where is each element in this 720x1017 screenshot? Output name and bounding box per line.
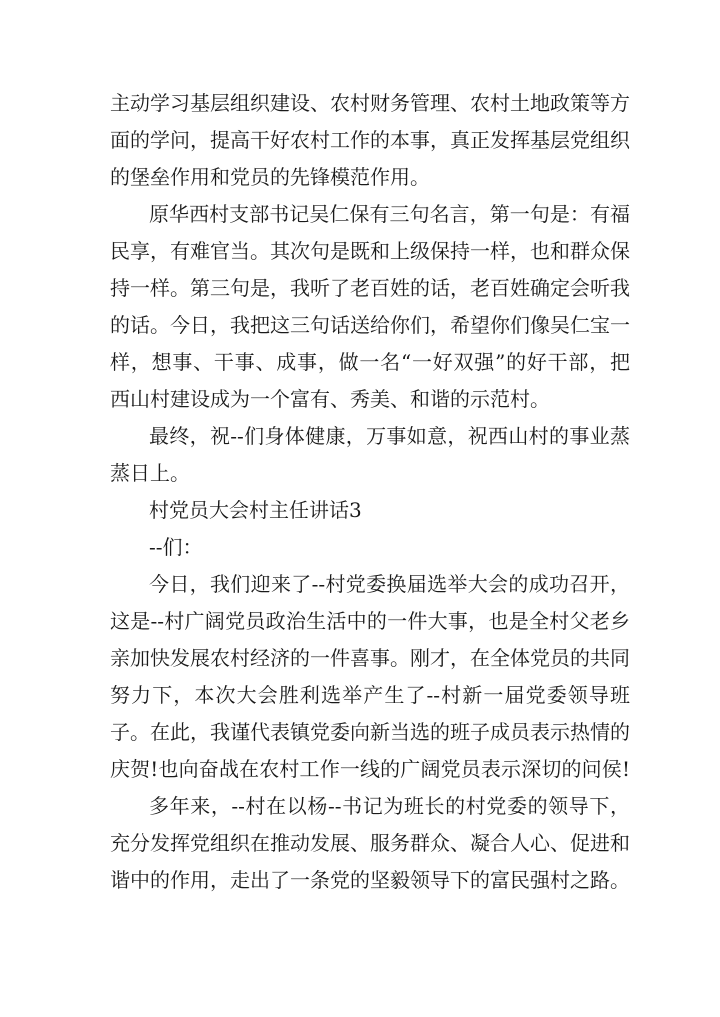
- text-line: 亲加快发展农村经济的一件喜事。刚才，在全体党员的共同: [110, 646, 630, 670]
- text-line: 这是--村广阔党员政治生活中的一件大事，也是全村父老乡: [110, 609, 630, 633]
- document-body: [110, 85, 630, 899]
- paragraph-start-line: 最终，祝--们身体健康，万事如意，祝西山村的事业蒸: [149, 424, 630, 448]
- text-line: 充分发挥党组织在推动发展、服务群众、凝合人心、促进和: [110, 831, 630, 855]
- text-line: 谐中的作用，走出了一条党的坚毅领导下的富民强村之路。: [110, 868, 630, 892]
- paragraph-start-line: 多年来，--村在以杨--书记为班长的村党委的领导下，: [149, 794, 630, 818]
- text-line: 民享，有难官当。其次句是既和上级保持一样，也和群众保: [110, 239, 630, 263]
- text-line: 持一样。第三句是，我听了老百姓的话，老百姓确定会听我: [110, 276, 630, 300]
- text-line: 的话。今日，我把这三句话送给你们，希望你们像吴仁宝一: [110, 313, 630, 337]
- text-line: 面的学问，提高干好农村工作的本事，真正发挥基层党组织: [110, 128, 630, 152]
- section-heading: 村党员大会村主任讲话3: [149, 498, 362, 522]
- text-line: 庆贺!也向奋战在农村工作一线的广阔党员表示深切的问侯!: [110, 757, 630, 781]
- text-line: 样，想事、干事、成事，做一名“一好双强”的好干部，把: [110, 350, 630, 374]
- text-line: 的堡垒作用和党员的先锋模范作用。: [110, 165, 430, 189]
- text-line: 子。在此，我谨代表镇党委向新当选的班子成员表示热情的: [110, 720, 630, 744]
- text-line: 主动学习基层组织建设、农村财务管理、农村土地政策等方: [110, 91, 630, 115]
- text-line: 努力下，本次大会胜利选举产生了--村新一届党委领导班: [110, 683, 630, 707]
- salutation: --们：: [149, 535, 203, 559]
- text-line: 蒸日上。: [110, 461, 190, 485]
- paragraph-start-line: 今日，我们迎来了--村党委换届选举大会的成功召开，: [149, 572, 630, 596]
- text-line: 西山村建设成为一个富有、秀美、和谐的示范村。: [110, 387, 550, 411]
- paragraph-start-line: 原华西村支部书记吴仁保有三句名言，第一句是：有福: [149, 202, 630, 226]
